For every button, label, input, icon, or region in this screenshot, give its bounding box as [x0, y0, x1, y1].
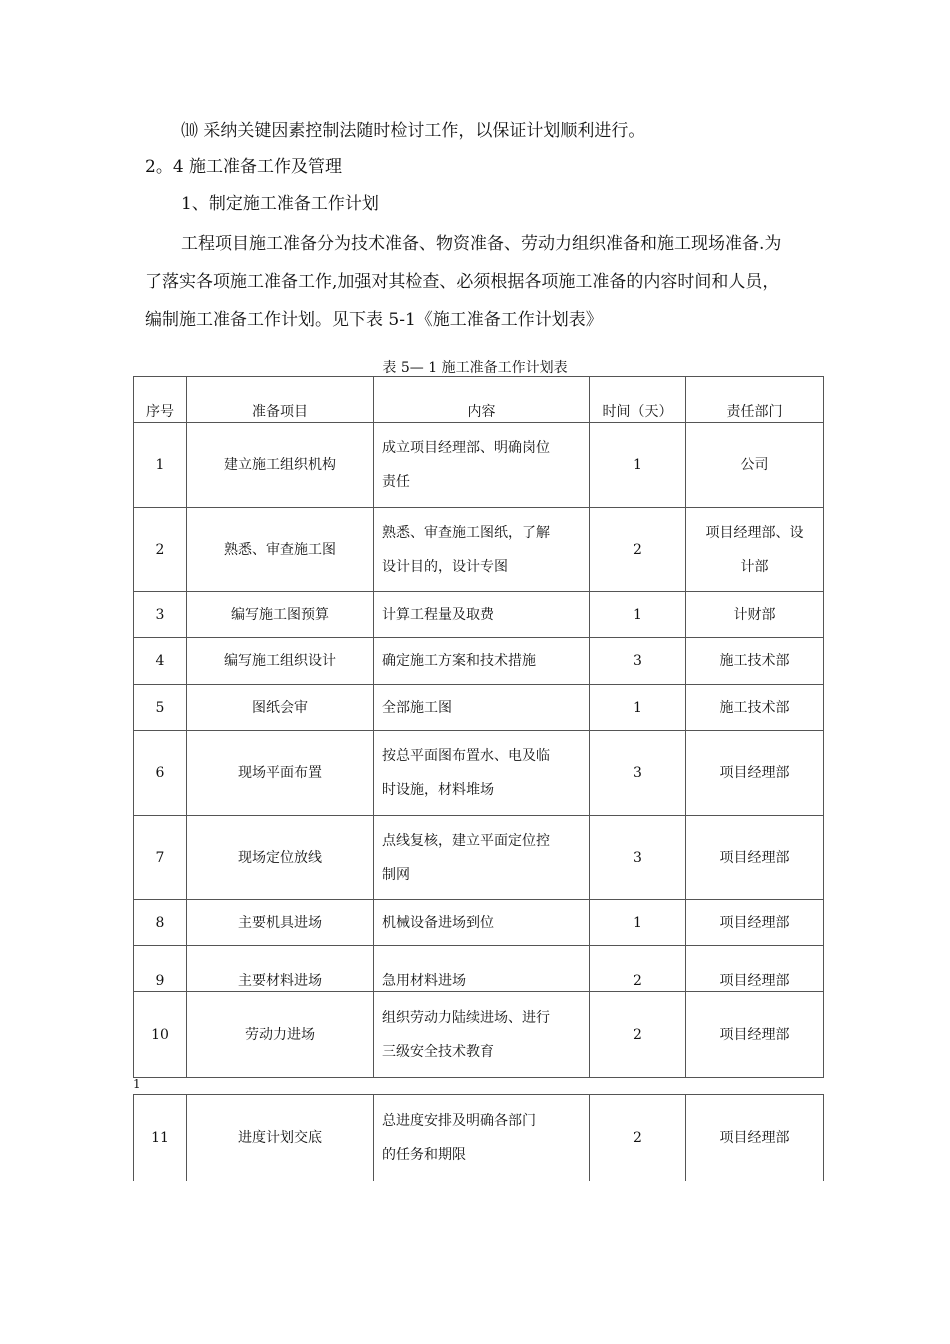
cell-dept: 施工技术部 — [686, 685, 824, 731]
table-row — [134, 900, 824, 946]
cell-no: 3 — [134, 592, 187, 638]
cell-days: 2 — [590, 508, 686, 592]
cell-content: 组织劳动力陆续进场、进行 三级安全技术教育 — [374, 992, 590, 1078]
header-days: 时间（天） — [590, 377, 686, 423]
cell-days: 3 — [590, 731, 686, 816]
cell-item: 现场平面布置 — [187, 731, 374, 816]
cell-item: 主要材料进场 — [187, 946, 374, 992]
cell-dept: 公司 — [686, 423, 824, 508]
cell-dept: 项目经理部 — [686, 1095, 824, 1181]
cell-no: 10 — [134, 992, 187, 1078]
cell-item: 建立施工组织机构 — [187, 423, 374, 508]
table-row — [134, 685, 824, 731]
cell-content: 计算工程量及取费 — [374, 592, 590, 638]
header-content: 内容 — [374, 377, 590, 423]
prep-plan-table-continued — [133, 1094, 824, 1181]
cell-dept: 施工技术部 — [686, 638, 824, 685]
cell-days: 1 — [590, 423, 686, 508]
paragraph-body-line-3: 编制施工准备工作计划。见下表 5-1《施工准备工作计划表》 — [145, 310, 603, 330]
cell-days: 1 — [590, 685, 686, 731]
cell-content: 按总平面图布置水、电及临 时设施，材料堆场 — [374, 731, 590, 816]
table-caption: 表 5— 1 施工准备工作计划表 — [382, 360, 568, 376]
cell-no: 5 — [134, 685, 187, 731]
cell-item: 现场定位放线 — [187, 816, 374, 900]
paragraph-body-line-1: 工程项目施工准备分为技术准备、物资准备、劳动力组织准备和施工现场准备.为 — [181, 234, 782, 254]
cell-days: 2 — [590, 1095, 686, 1181]
table-row — [134, 508, 824, 592]
cell-no: 7 — [134, 816, 187, 900]
cell-days: 1 — [590, 900, 686, 946]
header-item: 准备项目 — [187, 377, 374, 423]
prep-plan-table — [133, 376, 824, 1078]
table-row — [134, 423, 824, 508]
header-no: 序号 — [134, 377, 187, 423]
cell-item: 劳动力进场 — [187, 992, 374, 1078]
cell-days: 1 — [590, 592, 686, 638]
table-row — [134, 592, 824, 638]
table-row — [134, 816, 824, 900]
cell-days: 3 — [590, 816, 686, 900]
cell-content: 熟悉、审查施工图纸，了解 设计目的，设计专图 — [374, 508, 590, 592]
cell-dept: 项目经理部 — [686, 992, 824, 1078]
cell-item: 熟悉、审查施工图 — [187, 508, 374, 592]
cell-no: 11 — [134, 1095, 187, 1181]
cell-item: 主要机具进场 — [187, 900, 374, 946]
cell-no: 8 — [134, 900, 187, 946]
cell-content: 确定施工方案和技术措施 — [374, 638, 590, 685]
subsection-heading: 1、制定施工准备工作计划 — [181, 194, 379, 214]
cell-dept: 项目经理部 — [686, 900, 824, 946]
cell-content: 总进度安排及明确各部门 的任务和期限 — [374, 1095, 590, 1181]
cell-dept: 项目经理部 — [686, 946, 824, 992]
table-row — [134, 1095, 824, 1181]
cell-item: 进度计划交底 — [187, 1095, 374, 1181]
cell-days: 2 — [590, 946, 686, 992]
cell-no: 1 — [134, 423, 187, 508]
cell-item: 编写施工图预算 — [187, 592, 374, 638]
cell-days: 3 — [590, 638, 686, 685]
table-row — [134, 638, 824, 685]
cell-days: 2 — [590, 992, 686, 1078]
cell-no: 6 — [134, 731, 187, 816]
table-row — [134, 731, 824, 816]
section-heading: 2。4 施工准备工作及管理 — [145, 157, 343, 177]
cell-dept: 项目经理部、设 计部 — [686, 508, 824, 592]
cell-dept: 项目经理部 — [686, 731, 824, 816]
cell-item: 编写施工组织设计 — [187, 638, 374, 685]
cell-content: 成立项目经理部、明确岗位 责任 — [374, 423, 590, 508]
table-header-row — [134, 377, 824, 423]
cell-content: 急用材料进场 — [374, 946, 590, 992]
cell-content: 机械设备进场到位 — [374, 900, 590, 946]
cell-no: 4 — [134, 638, 187, 685]
table-row — [134, 992, 824, 1078]
paragraph-1: ⑽ 采纳关键因素控制法随时检讨工作，以保证计划顺利进行。 — [181, 121, 646, 141]
cell-content: 全部施工图 — [374, 685, 590, 731]
cell-no: 9 — [134, 946, 187, 992]
cell-item: 图纸会审 — [187, 685, 374, 731]
page-number: 1 — [133, 1077, 141, 1091]
paragraph-body-line-2: 了落实各项施工准备工作,加强对其检查、必须根据各项施工准备的内容时间和人员， — [145, 272, 780, 292]
cell-dept: 计财部 — [686, 592, 824, 638]
cell-no: 2 — [134, 508, 187, 592]
table-row — [134, 946, 824, 992]
cell-dept: 项目经理部 — [686, 816, 824, 900]
header-dept: 责任部门 — [686, 377, 824, 423]
cell-content: 点线复核，建立平面定位控 制网 — [374, 816, 590, 900]
